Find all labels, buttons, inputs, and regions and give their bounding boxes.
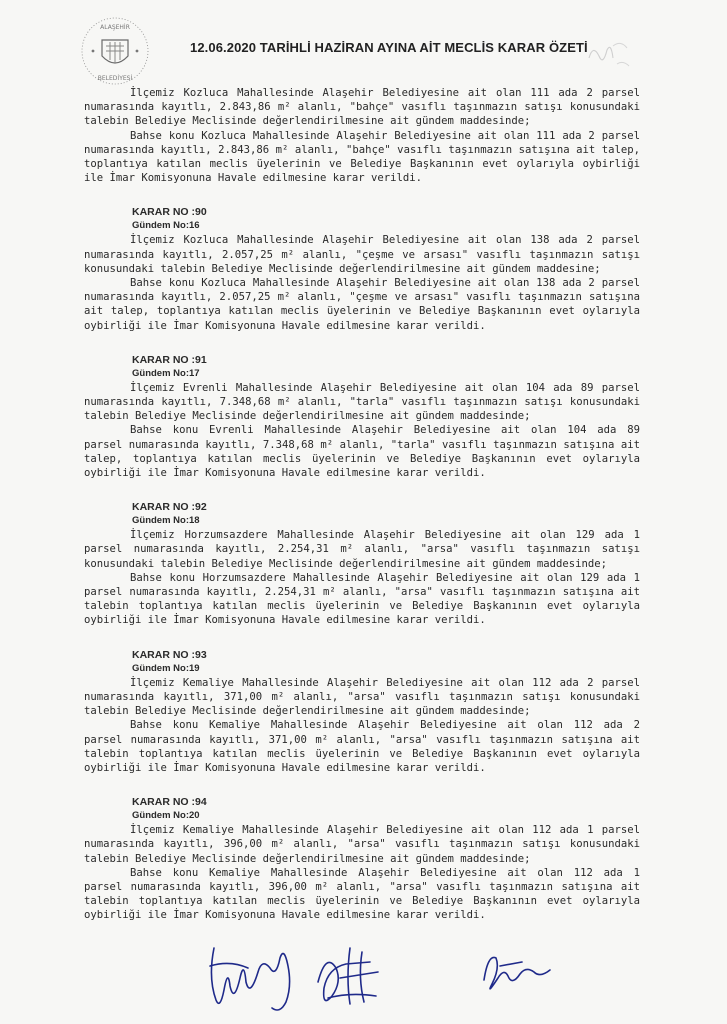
agenda-number: Gündem No:16 — [132, 220, 200, 232]
agenda-number: Gündem No:18 — [132, 515, 200, 527]
paragraph: İlçemiz Horzumsazdere Mahallesinde Alaşehir Belediyesine ait olan 129 ada 1 parsel numarasında kayıtlı, 2.254,31 m² alanlı, "arsa" vasıflı taşınmazın satışı konusundaki talebin Belediye Meclisinde değerlendirilmesine ait gündem maddesinde; — [84, 529, 640, 570]
paragraph: Bahse konu Kemaliye Mahallesinde Alaşehir Belediyesine ait olan 112 ada 2 parsel numarasında kayıtlı, 371,00 m² alanlı, "arsa" vasıflı taşınmazın satışına ait talebin toplantıya katılan meclis üyelerinin ve Belediye Başkanının evet oylarıyla oybirliği ile İmar Komisyonuna Havale edilmesine karar verildi. — [84, 719, 640, 774]
agenda-number: Gündem No:20 — [132, 810, 200, 822]
paragraph: Bahse konu Kozluca Mahallesinde Alaşehir Belediyesine ait olan 111 ada 2 parsel numarasında kayıtlı, 2.843,86 m² alanlı, "bahçe" vasıflı taşınmazın satışına ait talep, toplantıya katılan meclis üyelerinin ve Belediye Başkanının evet oylarıyla oybirliği ile İmar Komisyonuna Havale edilmesine karar verildi. — [84, 129, 640, 185]
paragraph: Bahse konu Evrenli Mahallesinde Alaşehir Belediyesine ait olan 104 ada 89 parsel numarasında kayıtlı, 7.348,68 m² alanlı, "tarla" vasıflı taşınmazın satışına ait talep, toplantıya katılan meclis üyelerinin ve Belediye Başkanının evet oylarıyla oybirliği ile İmar Komisyonuna Havale edilmesine karar verildi. — [84, 424, 640, 480]
paragraph: İlçemiz Kozluca Mahallesinde Alaşehir Belediyesine ait olan 111 ada 2 parsel numarasında kayıtlı, 2.843,86 m² alanlı, "bahçe" vasıflı taşınmazın satışı konusundaki talebin Belediye Meclisinde değerlendirilmesine ait gündem maddesinde; — [84, 87, 640, 128]
decision-number: KARAR NO :92 — [132, 501, 207, 514]
municipality-seal-icon — [80, 16, 150, 86]
decision-block-93 — [84, 648, 640, 775]
decision-number: KARAR NO :93 — [132, 648, 207, 661]
decision-block-90 — [84, 205, 640, 332]
page-title: 12.06.2020 TARİHLİ HAZİRAN AYINA AİT MECLİS KARAR ÖZETİ — [190, 40, 588, 55]
decision-summary-body — [84, 86, 640, 923]
svg-text:ALAŞEHİR: ALAŞEHİR — [100, 24, 130, 31]
decision-block-94 — [84, 795, 640, 922]
handwritten-signatures-icon — [200, 938, 580, 1018]
paragraph: Bahse konu Kozluca Mahallesinde Alaşehir Belediyesine ait olan 138 ada 2 parsel numarasında kayıtlı, 2.057,25 m² alanlı, "çeşme ve arsası" vasıflı taşınmazın satışına ait talep, toplantıya katılan meclis üyelerinin ve Belediye Başkanının evet oylarıyla oybirliği ile İmar Komisyonuna Havale edilmesine karar verildi. — [84, 277, 640, 332]
paragraph: Bahse konu Horzumsazdere Mahallesinde Alaşehir Belediyesine ait olan 129 ada 1 parsel numarasında kayıtlı, 2.254,31 m² alanlı, "arsa" vasıflı taşınmazın satışına ait talebin toplantıya katılan meclis üyelerinin ve Belediye Başkanının evet oylarıyla oybirliği ile İmar Komisyonuna Havale edilmesine karar verildi. — [84, 571, 640, 627]
intro-block — [84, 86, 640, 185]
decision-number: KARAR NO :90 — [132, 206, 207, 219]
svg-text:BELEDİYESİ: BELEDİYESİ — [97, 75, 133, 82]
decision-block-91 — [84, 353, 640, 480]
paragraph: İlçemiz Kemaliye Mahallesinde Alaşehir Belediyesine ait olan 112 ada 2 parsel numarasında kayıtlı, 371,00 m² alanlı, "arsa" vasıflı taşınmazın satışı konusundaki talebin Belediye Meclisinde değerlendirilmesine ait gündem maddesinde; — [84, 676, 640, 718]
paragraph: İlçemiz Evrenli Mahallesinde Alaşehir Belediyesine ait olan 104 ada 89 parsel numarasında kayıtlı, 7.348,68 m² alanlı, "tarla" vasıflı taşınmazın satışı konusundaki talebin Belediye Meclisinde değerlendirilmesine ait gündem maddesinde; — [84, 381, 640, 423]
paragraph: Bahse konu Kemaliye Mahallesinde Alaşehir Belediyesine ait olan 112 ada 1 parsel numarasında kayıtlı, 396,00 m² alanlı, "arsa" vasıflı taşınmazın satışına ait talebin toplantıya katılan meclis üyelerinin ve Belediye Başkanının evet oylarıyla oybirliği ile İmar Komisyonuna Havale edilmesine karar verildi. — [84, 866, 640, 922]
paragraph: İlçemiz Kemaliye Mahallesinde Alaşehir Belediyesine ait olan 112 ada 1 parsel numarasında kayıtlı, 396,00 m² alanlı, "arsa" vasıflı taşınmazın satışı konusundaki talebin Belediye Meclisinde değerlendirilmesine ait gündem maddesinde; — [84, 824, 640, 865]
paragraph: İlçemiz Kozluca Mahallesinde Alaşehir Belediyesine ait olan 138 ada 2 parsel numarasında kayıtlı, 2.057,25 m² alanlı, "çeşme ve arsası" vasıflı taşınmazın satışı konusundaki talebin Belediye Meclisinde değerlendirilmesine ait gündem maddesine; — [84, 234, 640, 275]
agenda-number: Gündem No:17 — [132, 367, 200, 379]
agenda-number: Gündem No:19 — [132, 662, 200, 674]
decision-number: KARAR NO :91 — [132, 353, 207, 366]
decision-block-92 — [84, 500, 640, 627]
decision-number: KARAR NO :94 — [132, 796, 207, 809]
